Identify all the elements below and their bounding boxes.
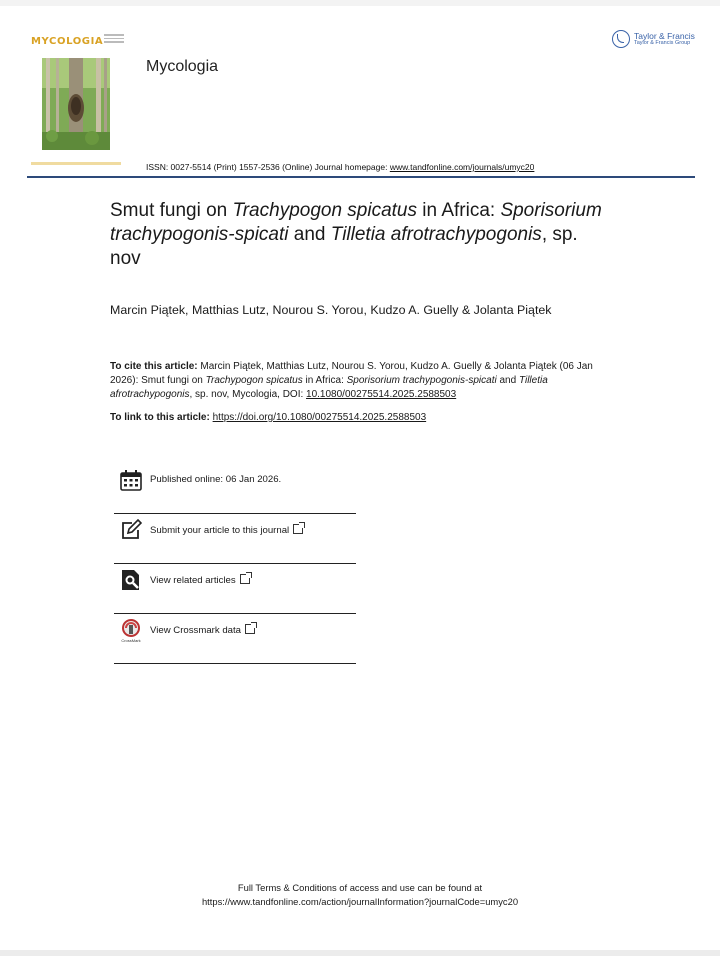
publisher-logo-icon: [612, 30, 630, 48]
submit-article-row[interactable]: [114, 514, 356, 564]
journal-name: Mycologia: [146, 58, 219, 75]
title-part: in Africa:: [417, 200, 501, 221]
publisher-logo: [612, 30, 695, 48]
submit-article-link[interactable]: Submit your article to this journal: [150, 525, 290, 536]
article-doi-url[interactable]: https://doi.org/10.1080/00275514.2025.2588503: [212, 412, 427, 423]
external-link-icon: [245, 624, 255, 634]
article-link-line: [110, 411, 630, 425]
title-part: Smut fungi on: [110, 200, 233, 221]
journal-cover-image[interactable]: [42, 58, 110, 150]
cite-part: , sp. nov, Mycologia, DOI:: [189, 389, 307, 400]
title-part: Sporisorium trachypogonis-spicati: [110, 200, 602, 245]
related-articles-row[interactable]: [114, 564, 356, 614]
doi-link[interactable]: 10.1080/00275514.2025.2588503: [306, 389, 457, 400]
author-list: Marcin Piątek, Matthias Lutz, Nourou S. Yorou, Kudzo A. Guelly & Jolanta Piątek: [110, 303, 552, 317]
title-part: Tilletia afrotrachypogonis: [330, 224, 542, 245]
title-part: Trachypogon spicatus: [232, 200, 418, 221]
title-part: , sp. nov: [110, 224, 578, 269]
cite-part: Tilletia afrotrachypogonis: [110, 375, 548, 400]
article-actions-list: [114, 464, 356, 664]
page-edge: [0, 950, 720, 956]
related-articles-link[interactable]: View related articles: [150, 575, 236, 586]
publisher-name: Taylor & Francis: [634, 30, 695, 41]
crossmark-row[interactable]: [114, 614, 356, 664]
published-online-text: Published online: 06 Jan 2026.: [150, 474, 282, 485]
crossmark-link[interactable]: View Crossmark data: [150, 625, 241, 636]
cite-part: Trachypogon spicatus: [205, 375, 303, 386]
cover-mini-text: [104, 34, 124, 46]
issn-text: ISSN: 0027-5514 (Print) 1557-2536 (Online) Journal homepage:: [146, 162, 390, 172]
edit-icon: [120, 519, 142, 541]
external-link-icon: [293, 524, 303, 534]
crossmark-icon: [120, 619, 142, 641]
journal-homepage-link[interactable]: www.tandfonline.com/journals/umyc20: [389, 162, 535, 172]
link-label: To link to this article:: [110, 412, 213, 423]
article-title: [110, 199, 610, 271]
terms-url[interactable]: https://www.tandfonline.com/action/journalInformation?journalCode=umyc20: [201, 896, 519, 907]
cover-footer-strip: [31, 162, 121, 165]
cite-part: Sporisorium trachypogonis-spicati: [346, 375, 497, 386]
cite-part: Marcin Piątek, Matthias Lutz, Nourou S. Yorou, Kudzo A. Guelly & Jolanta Piątek (06 Jan 2026): Smut fungi on: [110, 361, 593, 386]
published-online-row: [114, 464, 356, 514]
terms-footer: [0, 881, 720, 909]
issn-line: [146, 162, 534, 172]
search-document-icon: [120, 569, 142, 591]
terms-line: Full Terms & Conditions of access and use can be found at: [237, 882, 483, 893]
calendar-icon: [120, 469, 142, 491]
cover-label: MYCOLOGIA: [31, 36, 104, 47]
cite-label: To cite this article:: [110, 361, 198, 372]
cite-part: in Africa:: [302, 375, 347, 386]
external-link-icon: [240, 574, 250, 584]
pdf-cover-page: [0, 6, 720, 950]
cite-part: and: [496, 375, 519, 386]
citation-block: [110, 360, 610, 402]
publisher-subname: Taylor & Francis Group: [634, 39, 691, 46]
crossmark-caption: CrossMark: [121, 638, 141, 643]
header-divider: [27, 176, 695, 178]
title-part: and: [288, 224, 331, 245]
